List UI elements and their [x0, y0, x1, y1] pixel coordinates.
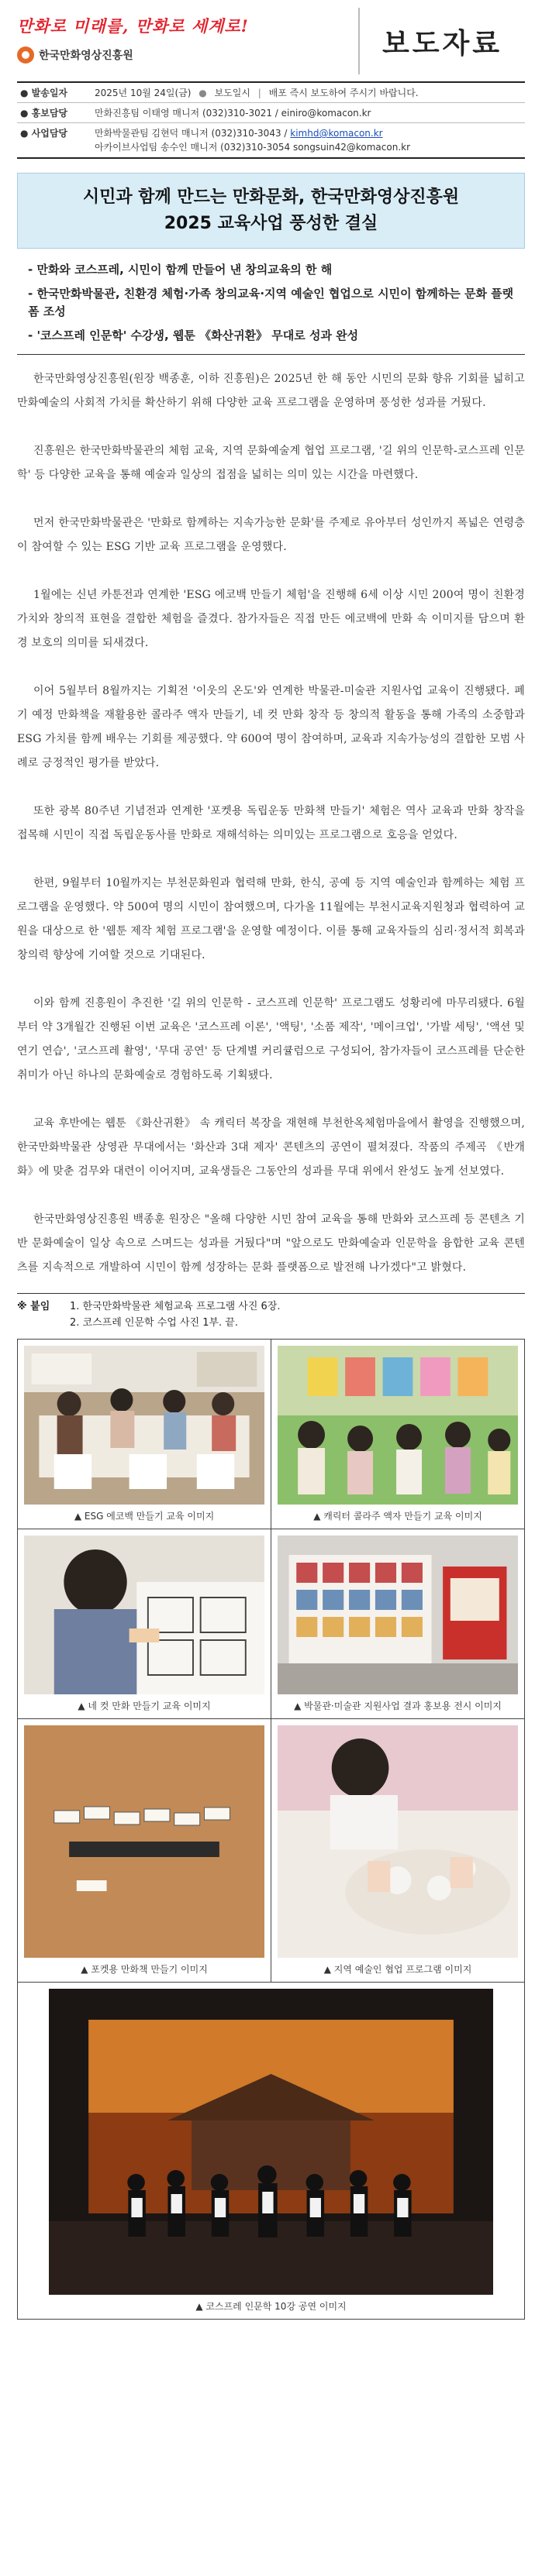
pr-label: 홍보담당 — [31, 108, 68, 119]
attachments — [17, 1293, 525, 1331]
photo-cell — [271, 1529, 524, 1718]
paragraph: 한편, 9월부터 10월까지는 부천문화원과 협력해 만화, 한식, 공예 등 지역 예술인과 함께하는 체험 프로그램을 운영했다. 약 500여 명의 시민이 참여했으며, 다가올 11월에는 부천시교육지원청과 협력하여 교원을 대상으로 한 '웹툰 제작 체험 프로그램'을 운영할 예정이다. 이를 통해 교육자들의 심리·정서적 회복과 창의력 향상에 기여할 것으로 기대된다. — [17, 877, 525, 961]
divider — [17, 354, 525, 355]
org-logo-icon — [17, 46, 34, 64]
photo-caption: ▲ 네 컷 만화 만들기 교육 이미지 — [78, 1701, 211, 1711]
paragraph: 이어 5월부터 8월까지는 기획전 '이웃의 온도'와 연계한 박물관-미술관 지원사업 교육이 진행됐다. 폐기 예정 만화책을 재활용한 콜라주 액자 만들기, 네 컷 만화 창작 등 창의적 활동을 통해 가족의 소중함과 ESG 가치를 함께 배우는 기회를 제공했다. 약 600여 명이 참여하며, 교육과 지속가능성의 결합한 모범 사례로 긍정적인 평가를 받았다. — [17, 685, 525, 769]
photo-caption: ▲ 코스프레 인문학 10강 공연 이미지 — [195, 2301, 347, 2312]
biz-label: 사업담당 — [31, 128, 68, 139]
embargo: 배포 즉시 보도하여 주시기 바랍니다. — [268, 88, 419, 98]
photo-caption: ▲ 박물관·미술관 지원사업 결과 홍보용 전시 이미지 — [294, 1701, 502, 1711]
paragraph: 이와 함께 진흥원이 추진한 '길 위의 인문학 - 코스프레 인문학' 프로그램도 성황리에 마무리됐다. 6월부터 약 3개월간 진행된 이번 교육은 '코스프레 이론', '액팅', '소품 제작', '메이크업', '가발 세팅', '액션 및 연기 연습', '코스프레 촬영', '무대 공연' 등 단계별 커리큘럼으로 구성되어, 참가자들이 코스프레를 단순한 취미가 아닌 하나의 문화예술로 경험하도록 기획됐다. — [17, 997, 525, 1082]
org-name: 한국만화영상진흥원 — [39, 50, 133, 62]
photo-cell — [271, 1719, 524, 1982]
paragraph: 한국만화영상진흥원 백종훈 원장은 "올해 다양한 시민 참여 교육을 통해 만화와 코스프레 등 콘텐츠 기반 문화예술이 일상 속으로 스며드는 성과를 거뒀다"며 "앞으로도 만화예술과 인문학을 융합한 교육 콘텐츠를 지속적으로 개발하여 시민이 함께 성장하는 문화 플랫폼으로 발전해 나가겠다"고 밝혔다. — [17, 1213, 525, 1274]
title-box — [17, 173, 525, 249]
header-right — [358, 8, 525, 74]
photo-cosplay-performance — [49, 1989, 493, 2295]
embargo-label: 보도일시 — [214, 88, 250, 98]
photo-collage-frame-class — [278, 1346, 518, 1505]
paragraph: 1월에는 신년 카툰전과 연계한 'ESG 에코백 만들기 체험'을 진행해 6세 이상 시민 200여 명이 친환경 가치와 창의적 표현을 결합한 체험을 즐겼다. 참가자들은 직접 만든 에코백에 만화 속 이미지를 담으며 환경 보호의 의미를 되새겼다. — [17, 589, 525, 649]
article-body — [17, 367, 525, 1280]
paragraph: 또한 광복 80주년 기념전과 연계한 '포켓용 독립운동 만화책 만들기' 체험은 역사 교육과 만화 창작을 접목해 시민이 직접 독립운동사를 만화로 재해석하는 의미있는 프로그램으로 호응을 얻었다. — [17, 805, 525, 841]
photo-pocket-comic-book — [24, 1725, 264, 1958]
meta-row-pr: ● 홍보담당 만화진흥팀 이태영 매니저 (032)310-3021 / einiro@komacon.kr — [17, 103, 525, 123]
subtitle: - 한국만화박물관, 친환경 체험·가족 창의교육·지역 예술인 협업으로 시민이 함께하는 문화 플랫폼 조성 — [28, 287, 514, 318]
doc-type-title: 보도자료 — [381, 27, 503, 60]
meta-table — [17, 81, 525, 159]
photo-cell — [18, 1983, 524, 2319]
attachment-item: 1. 한국만화박물관 체험교육 프로그램 사진 6장. — [70, 1301, 281, 1312]
photo-local-artist-workshop — [278, 1725, 518, 1958]
org-brand — [17, 46, 249, 64]
subtitle: - '코스프레 인문학' 수강생, 웹툰 《화산귀환》 무대로 성과 완성 — [28, 328, 359, 342]
subtitles — [17, 261, 525, 345]
photo-eco-bag-class — [24, 1346, 264, 1505]
photo-caption: ▲ 캐릭터 콜라주 액자 만들기 교육 이미지 — [313, 1511, 482, 1522]
photo-grid — [17, 1339, 525, 2320]
paragraph: 먼저 한국만화박물관은 '만화로 함께하는 지속가능한 문화'를 주제로 유아부터 성인까지 폭넓은 연령층이 참여할 수 있는 ESG 기반 교육 프로그램을 운영했다. — [17, 517, 525, 553]
paragraph: 진흥원은 한국만화박물관의 체험 교육, 지역 문화예술계 협업 프로그램, '길 위의 인문학-코스프레 인문학' 등 다양한 교육을 통해 예술과 일상의 접점을 넓히는 의미 있는 시간을 마련했다. — [17, 445, 525, 481]
attachments-label: ※ 붙임 — [17, 1301, 50, 1312]
photo-four-cut-comic-class — [24, 1536, 264, 1694]
paragraph: 한국만화영상진흥원(원장 백종훈, 이하 진흥원)은 2025년 한 해 동안 시민의 문화 향유 기회를 넓히고 만화예술의 사회적 가치를 확산하기 위해 다양한 교육 프로그램을 운영하며 풍성한 성과를 거뒀다. — [17, 373, 525, 409]
photo-caption: ▲ 지역 예술인 협업 프로그램 이미지 — [323, 1964, 472, 1975]
paragraph: 교육 후반에는 웹툰 《화산귀환》 속 캐릭터 복장을 재현해 부천한옥체험마을에서 촬영을 진행했으며, 한국만화박물관 상영관 무대에서는 '화산과 3대 제자' 콘텐츠의 공연이 펼쳐졌다. 작품의 주제곡 《반개화》에 맞춘 검무와 대련이 이어지며, 교육생들은 그동안의 성과를 무대 위에서 완성도 높게 선보였다. — [17, 1117, 525, 1178]
biz-contact-1: 만화박물관팀 김현덕 매니저 (032)310-3043 / — [95, 128, 291, 139]
photo-cell — [18, 1719, 271, 1982]
release-date: 2025년 10월 24일(금) — [95, 88, 192, 98]
header-left — [17, 8, 249, 64]
main-title-line-2: 2025 교육사업 풍성한 결실 — [164, 214, 378, 233]
photo-cell — [18, 1529, 271, 1718]
photo-cell — [271, 1340, 524, 1529]
meta-row-biz: ● 사업담당 만화박물관팀 김현덕 매니저 (032)310-3043 / kimhd@komacon.kr 아카이브사업팀 송수인 매니저 (032)310-3054 songsuin42@komacon.kr — [17, 123, 525, 157]
biz-contact-2: 아카이브사업팀 송수인 매니저 (032)310-3054 songsuin42@komacon.kr — [95, 142, 411, 153]
meta-row-date: ● 발송일자 2025년 10월 24일(금) ● 보도일시 | 배포 즉시 보도하여 주시기 바랍니다. — [17, 83, 525, 103]
pr-contact: 만화진흥팀 이태영 매니저 (032)310-3021 / einiro@komacon.kr — [95, 108, 371, 119]
header — [17, 8, 525, 81]
photo-exhibition — [278, 1536, 518, 1694]
biz-contact-1-email[interactable]: kimhd@komacon.kr — [290, 128, 383, 139]
release-date-label: 발송일자 — [31, 88, 68, 98]
subtitle: - 만화와 코스프레, 시민이 함께 만들어 낸 창의교육의 한 해 — [28, 263, 333, 277]
photo-cell — [18, 1340, 271, 1529]
photo-caption: ▲ ESG 에코백 만들기 교육 이미지 — [74, 1511, 215, 1522]
photo-caption: ▲ 포켓용 만화책 만들기 이미지 — [81, 1964, 208, 1975]
slogan: 만화로 미래를, 만화로 세계로! — [17, 16, 249, 36]
main-title-line-1: 시민과 함께 만드는 만화문화, 한국만화영상진흥원 — [82, 187, 460, 207]
attachment-item: 2. 코스프레 인문학 수업 사진 1부. 끝. — [70, 1317, 238, 1329]
